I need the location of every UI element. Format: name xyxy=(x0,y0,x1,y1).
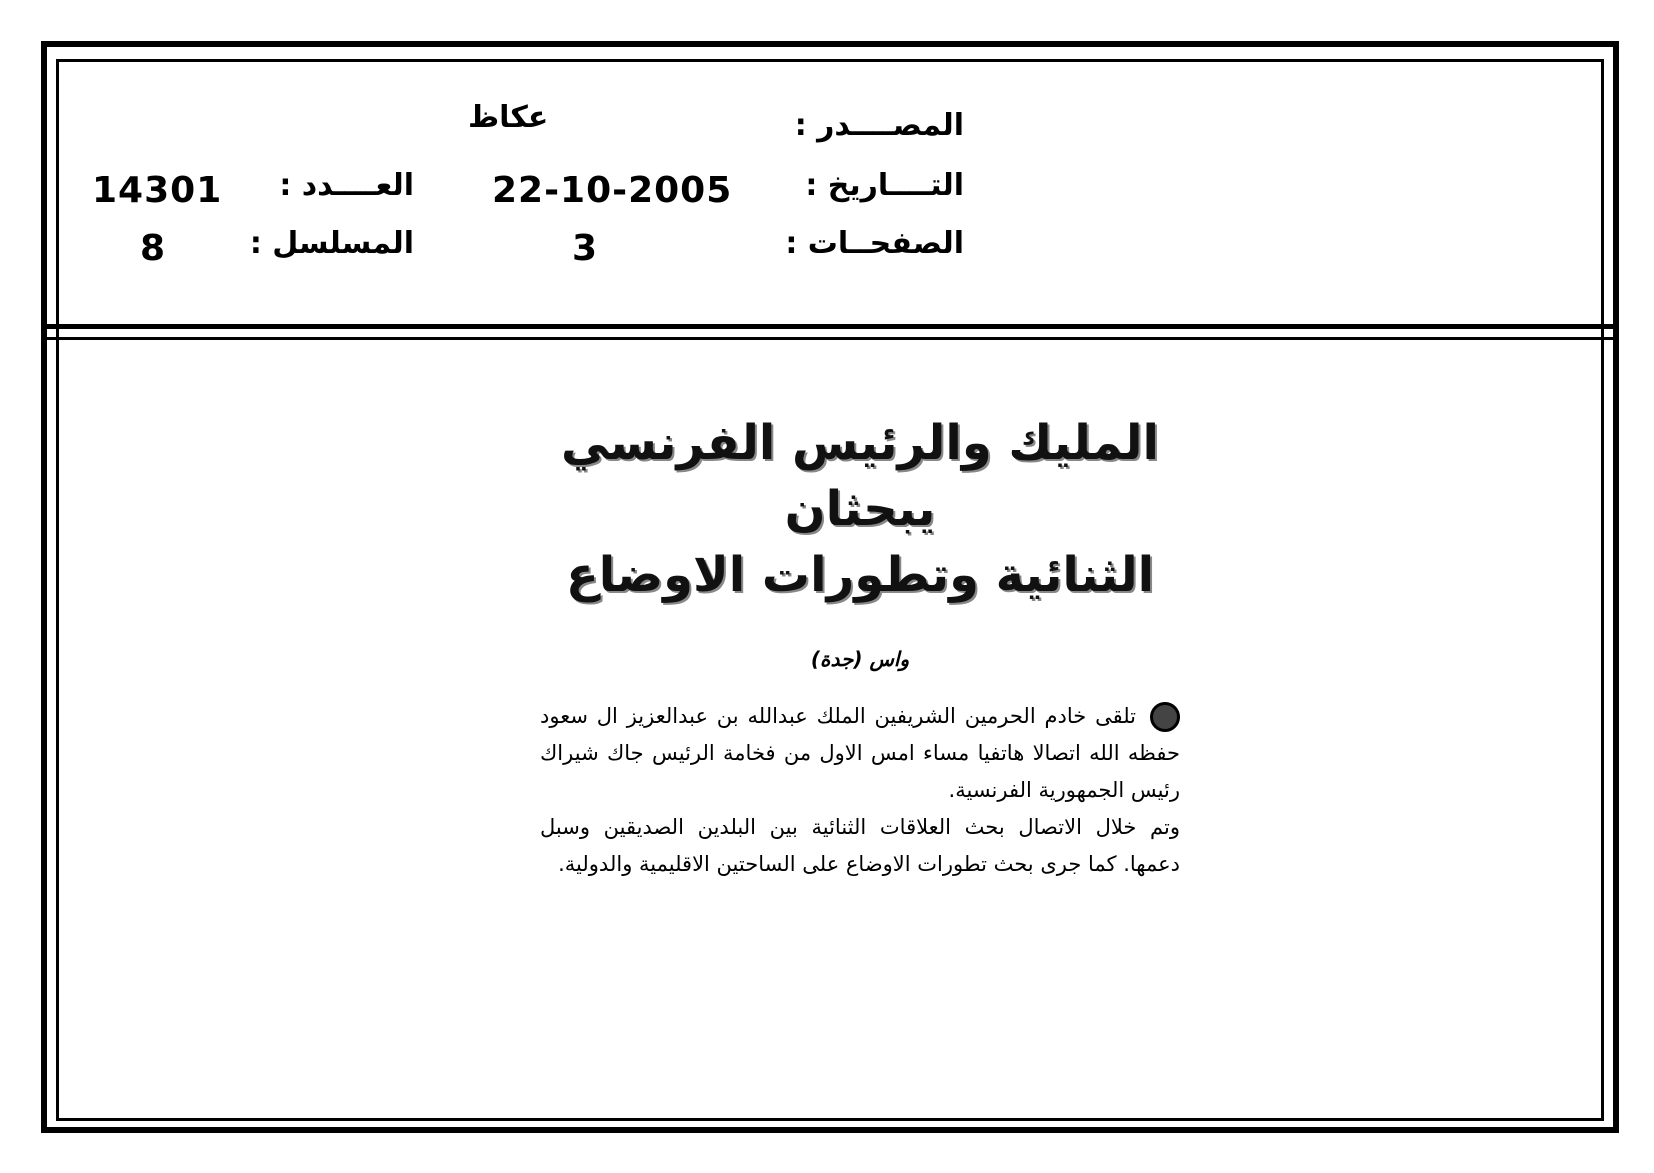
article-clipping xyxy=(540,410,1180,883)
date-value: 22-10-2005 xyxy=(492,170,733,211)
date-label: التــــاريخ : xyxy=(805,168,964,203)
article-body xyxy=(540,698,1180,883)
article-byline: واس (جدة) xyxy=(810,647,910,671)
source-label: المصــــدر : xyxy=(794,108,964,143)
serial-label: المسلسل : xyxy=(249,226,414,261)
issue-label: العــــدد : xyxy=(279,168,414,203)
serial-value: 8 xyxy=(140,228,167,269)
article-paragraph-2: وتم خلال الاتصال بحث العلاقات الثنائية بين البلدين الصديقين وسبل دعمها. كما جرى بحث تطورات الاوضاع على الساحتين الاقليمية والدولية. xyxy=(540,815,1180,876)
article-headline xyxy=(540,410,1180,608)
issue-value: 14301 xyxy=(92,170,223,211)
header-divider xyxy=(44,324,1616,340)
headline-line-2: الثنائية وتطورات الاوضاع xyxy=(565,547,1155,603)
headline-line-1: المليك والرئيس الفرنسي يبحثان xyxy=(561,415,1159,537)
article-paragraph-1 xyxy=(540,698,1180,809)
source-value: عكاظ xyxy=(468,100,549,135)
bullet-icon xyxy=(1150,702,1180,732)
pages-value: 3 xyxy=(572,228,599,269)
paragraph-1-text: تلقى خادم الحرمين الشريفين الملك عبدالله بن عبدالعزيز ال سعود حفظه الله اتصالا هاتفيا مساء امس الاول من فخامة الرئيس جاك شيراك رئيس الجمهورية الفرنسية. xyxy=(540,704,1180,802)
pages-label: الصفحــات : xyxy=(785,226,964,261)
